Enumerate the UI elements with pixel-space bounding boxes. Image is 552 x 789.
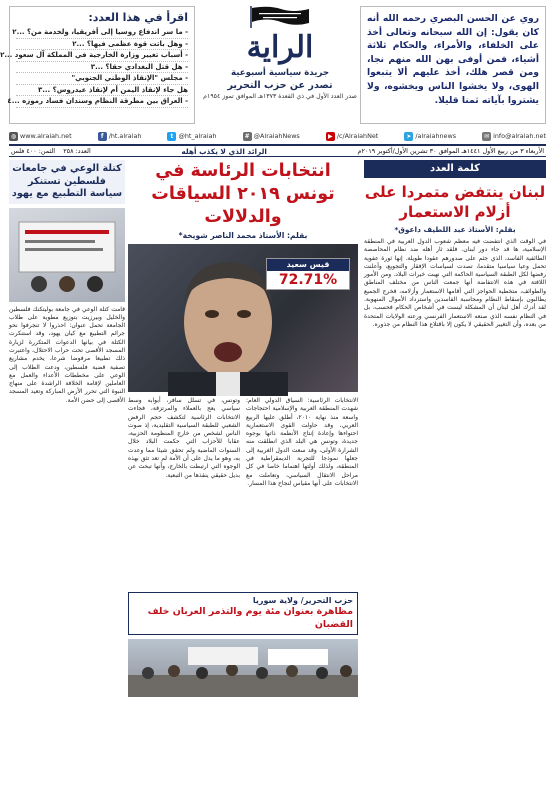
lead-photo: [128, 244, 358, 392]
social-link-news[interactable]: [243, 132, 300, 141]
social-link-website[interactable]: [9, 132, 72, 141]
candidate-name: قيس سعيد: [267, 259, 349, 271]
lead-body-1: الانتخابات الرئاسية: السياق الدولي العام: شهدت المنطقة العربية والإسلامية احتجاجات واسعة منذ نهاية ٢٠١٠، أطلق عليها الربيع العربي، وقد حاولت القوى الاستعمارية احتواءها وإعادة إنتاج الأنظمة ذاتها بوجوه جديدة، وتونس هي البلد الذي انطلقت منه الشرارة الأولى، وقد سعت الدول الغربية إلى جعلها نموذجا للتجربة الديمقراطية في المنطقة، ولذلك أولتها اهتماما خاصا في كل مراحل الانتقال السياسي، وتعاملت مع الانتخابات على أنها مقياس لنجاح هذا المسار.: [246, 397, 358, 487]
globe-icon: ◍: [10, 132, 17, 140]
candidate-percent: 72.71%: [278, 272, 338, 288]
lead-headline[interactable]: انتخابات الرئاسة في تونس ٢٠١٩ السياقات والدلالات: [151, 161, 335, 227]
contents-item[interactable]: - العراق بين مطرقة النظام وسندان فساد رموزه ...٤: [16, 96, 188, 108]
secondary-headline[interactable]: مظاهرة بعنوان مئة يوم والتذمر العربان خلف القضبان: [147, 606, 353, 630]
lead-body-2: وتونس، في تسلل سافر، أبوابه وسط سياسي يعج بالعملاء والمرتزقة، فجاءت الانتخابات الرئاسية لتكشف حجم الرفض الشعبي للطبقة السياسية التقليدية، إذ صوت الناس لشخص من خارج المنظومة الحزبية، عقابا للأحزاب التي حكمت البلاد خلال السنوات الماضية ولم تحقق شيئا مما وعدت به، وهو ما يدل على أن الأمة لم تعد تثق بهذه الوجوه التي ارتبطت بالخارج، وأنها تبحث عن بديل حقيقي ينقذها من التبعية.: [128, 397, 240, 479]
editorial-byline: بقلم: الأستاذ عبد اللطيف داعوق*: [394, 225, 516, 234]
editorial-headline[interactable]: لبنان ينتفض متمردا على أزلام الاستعمار: [364, 183, 546, 221]
contents-item[interactable]: - وهل باتت قوة عظمى فيها؟ ...٢: [16, 39, 188, 51]
editorial-body: في الوقت الذي انتفضت فيه معظم شعوب الدول العربية في المنطقة الإسلامية، ها قد جاء دور لبنان. فلقد ثار أهله ضد نظام المحاصصة الطائفية الفاسد، الذي جثم على صدورهم عقودا طويلة. إنها ثورة عفوية تحمل وعيا سياسيا متقدما، تصدت لسياسات الإفقار والتجويع، وأعلنت رفضها لكل الطبقة السياسية الحاكمة التي نهبت خيرات البلاد. ومن الأمور اللافتة في هذه الانتفاضة أنها جمعت الناس من مختلف المناطق والطوائف، متخطية الحواجز التي أقامها الاستعمار وأزلامه، فخرج الجميع يطالبون بإسقاط النظام ومحاسبة الفاسدين واسترداد الأموال المنهوبة. لقد أدرك أهل لبنان أن المشكلة ليست في أشخاص الحكام فحسب، بل في النظام نفسه الذي صنعه الاستعمار الفرنسي ورعته الولايات المتحدة من بعده، وأن التغيير الحقيقي لا يكون إلا باقتلاع هذا النظام من جذوره.: [364, 238, 546, 328]
masthead: [0, 6, 546, 126]
contents-item[interactable]: - ما سر اندفاع روسيا إلى أفريقيا، ولخدمة من؟ ...٢: [16, 27, 188, 39]
contents-list: [0, 27, 188, 108]
hashtag-icon: #: [244, 132, 250, 140]
newspaper-logo: [201, 6, 359, 124]
crowd-illustration: [128, 639, 358, 697]
newspaper-title: الراية: [246, 30, 314, 65]
issue-date: الأربعاء ٣ من ربيع الأول ١٤٤١هـ الموافق ٣٠ تشرين الأول/أكتوبر ٢٠١٩م: [357, 147, 544, 155]
contents-item[interactable]: - هل قتل البغدادي حقا؟ ...٣: [16, 62, 188, 74]
telegram-icon: ➤: [406, 132, 412, 140]
quote-text: روي عن الحسن البصري رحمه الله أنه كان يقول: إن الله سبحانه وتعالى أخذ على الخلفاء، والأمراء، والحكام ثلاثة أشياء، فمن أوفى بهن الله منهم نجا، ومن قصر هلك، أخذ عليهم ألا يتبعوا الهوى، ولا يخشوا الناس ويخشوه، ولا يشتروا بآياته ثمنا قليلا.: [367, 13, 539, 106]
contents-item[interactable]: - أسباب تغيير وزارة الخارجية في المملكة آل سعود ...٢: [16, 50, 188, 62]
side-headline[interactable]: كتلة الوعي في جامعات فلسطين تستنكر سياسة التطبيع مع يهود: [9, 160, 125, 204]
social-link-facebook[interactable]: [98, 132, 142, 141]
issue-info-bar: [9, 144, 546, 157]
social-label: /alraiahnews: [415, 132, 457, 140]
side-body: قامت كتلة الوعي في جامعة بوليتكنك فلسطين والخليل وبيرزيت بتوزيع مطوية على طلاب الجامعة تحمل عنوان: احذروا لا تنجرفوا نحو جرائم التطبيع مع كيان يهود، وقد استنكرت الكتلة في بيانها الدعوات المتكررة لزيارة المسجد الأقصى تحت حراب الاحتلال، واعتبرت ذلك تطبيعا مرفوضا شرعا، يخدم مشاريع تصفية قضية فلسطين، ودعت الطلاب إلى الوعي على مخططات الأعداء والعمل مع العاملين لإقامة الخلافة الراشدة على منهاج النبوة التي تحرر الأرض المباركة وتعيد المسجد الأقصى إلى حضن الأمة.: [9, 305, 125, 404]
contents-item[interactable]: هل جاء لإنقاذ اليمن أم لإنقاذ عيدروس؟ ...٣: [16, 85, 188, 97]
social-label: info@alraiah.net: [493, 132, 546, 140]
lead-article: [128, 160, 358, 783]
quote-box: [360, 6, 546, 124]
table-of-contents: [0, 6, 195, 124]
secondary-article-head: [128, 592, 358, 635]
social-link-email[interactable]: [482, 132, 546, 141]
side-photo: [9, 208, 125, 302]
lead-body-columns: [128, 397, 358, 587]
issue-price: الثمن: ٤٠٠ فلس: [11, 147, 56, 155]
secondary-kicker: حزب التحرير/ ولاية سوريا: [252, 596, 353, 605]
result-badge: [266, 258, 350, 290]
contents-item[interactable]: - مجلس "الإنقاذ الوطني الجنوبي": [16, 73, 188, 85]
newspaper-subtitle: جريدة سياسية أسبوعية: [230, 68, 330, 78]
social-links-bar: [9, 129, 546, 143]
flag-icon: [249, 6, 311, 28]
social-link-twitter[interactable]: [167, 132, 216, 141]
issue-number-price: [11, 147, 91, 155]
publisher: تصدر عن حزب التحرير: [227, 80, 333, 91]
twitter-icon: t: [167, 132, 176, 141]
email-icon: ✉: [484, 132, 490, 140]
social-link-youtube[interactable]: [326, 132, 378, 141]
social-link-telegram[interactable]: [404, 132, 456, 141]
lead-byline: بقلم: الأستاذ محمد الناصر شويخة*: [178, 231, 308, 240]
contents-title: اقرأ في هذا العدد:: [88, 11, 188, 24]
facebook-icon: f: [98, 132, 107, 141]
social-label: /ht.alraiah: [108, 132, 142, 140]
first-issue-date: صدر العدد الأول في ذي القعدة ١٣٧٣هـ الموافق تموز ١٩٥٤م: [203, 93, 357, 100]
social-label: www.alraiah.net: [20, 132, 72, 140]
students-illustration: [9, 208, 125, 302]
youtube-icon: ▶: [326, 132, 335, 141]
social-label: @ht_alraiah: [178, 132, 217, 140]
editorial-section-head: كلمة العدد: [364, 160, 546, 178]
motto: الرائد الذي لا يكذب أهله: [181, 146, 267, 156]
issue-number: العدد: ٢٥٨: [63, 147, 91, 155]
editorial-column: [364, 160, 546, 783]
demonstration-photo: [128, 639, 358, 697]
social-label: /c/AlraiahNet: [336, 132, 379, 140]
side-article: [9, 160, 125, 783]
social-label: @AlraiahNews: [253, 132, 300, 140]
